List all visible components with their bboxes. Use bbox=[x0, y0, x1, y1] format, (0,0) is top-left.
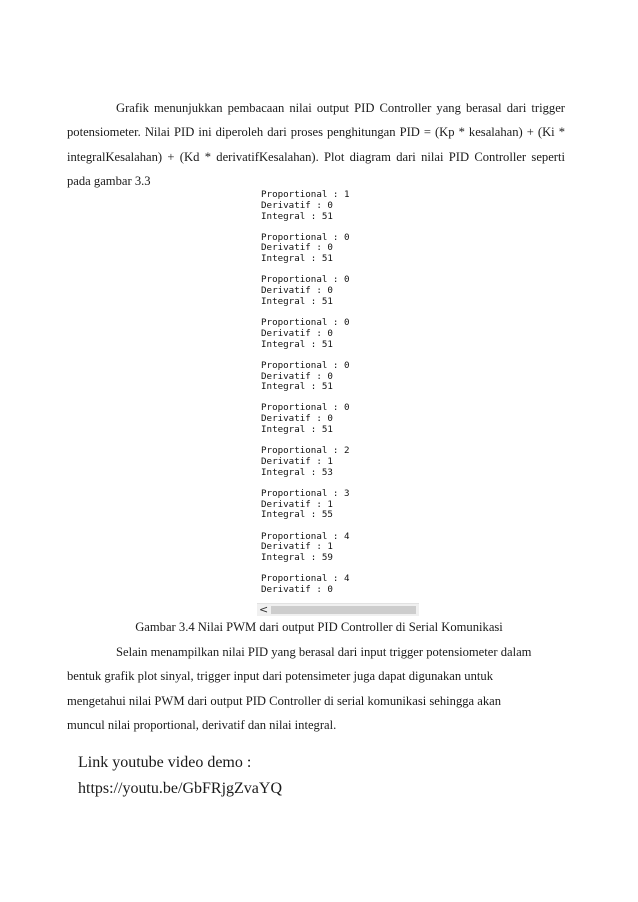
console-line-integral: Integral : 55 bbox=[261, 509, 333, 521]
console-block bbox=[261, 532, 350, 564]
console-block bbox=[261, 275, 350, 307]
youtube-link-label: Link youtube video demo : bbox=[78, 754, 252, 771]
scrollbar-thumb[interactable] bbox=[271, 606, 416, 614]
console-line-derivatif: Derivatif : 1 bbox=[261, 498, 333, 510]
figure-caption: Gambar 3.4 Nilai PWM dari output PID Controller di Serial Komunikasi bbox=[135, 620, 503, 634]
paragraph-pid-description bbox=[67, 96, 565, 194]
console-block bbox=[261, 403, 350, 435]
console-block bbox=[261, 318, 350, 350]
console-block bbox=[261, 489, 350, 521]
paragraph-line: mengetahui nilai PWM dari output PID Controller di serial komunikasi sehingga akan bbox=[67, 693, 502, 708]
console-line-derivatif: Derivatif : 0 bbox=[261, 413, 333, 425]
console-line-integral: Integral : 51 bbox=[261, 338, 333, 350]
console-line-derivatif: Derivatif : 0 bbox=[261, 327, 333, 339]
console-line-derivatif: Derivatif : 0 bbox=[261, 242, 333, 254]
console-block bbox=[261, 361, 350, 393]
paragraph-pid-description-text: Grafik menunjukkan pembacaan nilai output PID Controller yang berasal dari trigger potensiometer. Nilai PID ini diperoleh dari proses penghitungan PID = (Kp * kesalahan) + (Ki * integralKesalahan) + (Kd * derivatifKesalahan). Plot diagram dari nilai PID Controller seperti pada gambar 3.3 bbox=[67, 101, 565, 189]
console-line-integral: Integral : 51 bbox=[261, 295, 333, 307]
console-line-integral: Integral : 51 bbox=[261, 253, 333, 265]
paragraph-pwm-description bbox=[67, 640, 532, 738]
console-line-integral: Integral : 53 bbox=[261, 466, 333, 478]
console-line-derivatif: Derivatif : 0 bbox=[261, 370, 333, 382]
console-block bbox=[261, 574, 350, 596]
youtube-link-url[interactable]: https://youtu.be/GbFRjgZvaYQ bbox=[78, 780, 282, 797]
serial-monitor-output[interactable] bbox=[257, 188, 419, 616]
serial-monitor-text bbox=[261, 190, 350, 606]
console-line-derivatif: Derivatif : 1 bbox=[261, 541, 333, 553]
paragraph-line: Selain menampilkan nilai PID yang berasal dari input trigger potensiometer dalam bbox=[116, 645, 532, 659]
console-block bbox=[261, 446, 350, 478]
console-line-proportional: Proportional : 1 bbox=[261, 189, 350, 200]
console-line-derivatif: Derivatif : 0 bbox=[261, 583, 333, 595]
console-line-proportional: Proportional : 0 bbox=[261, 359, 350, 371]
paragraph-line: bentuk grafik plot sinyal, trigger input dari potensimeter juga dapat digunakan untuk bbox=[67, 669, 493, 684]
console-line-proportional: Proportional : 3 bbox=[261, 487, 350, 499]
console-block bbox=[261, 190, 350, 222]
console-block bbox=[261, 233, 350, 265]
console-line-proportional: Proportional : 4 bbox=[261, 530, 350, 542]
console-line-derivatif: Derivatif : 0 bbox=[261, 285, 333, 297]
console-line-proportional: Proportional : 0 bbox=[261, 317, 350, 329]
scroll-left-arrow-icon[interactable]: < bbox=[259, 603, 269, 616]
console-line-proportional: Proportional : 0 bbox=[261, 231, 350, 243]
console-line-proportional: Proportional : 2 bbox=[261, 445, 350, 457]
paragraph-line: muncul nilai proportional, derivatif dan nilai integral. bbox=[67, 718, 337, 733]
console-line-derivatif: Derivatif : 0 bbox=[261, 199, 333, 211]
console-line-integral: Integral : 51 bbox=[261, 210, 333, 222]
console-line-proportional: Proportional : 0 bbox=[261, 402, 350, 414]
console-line-proportional: Proportional : 0 bbox=[261, 274, 350, 286]
console-line-integral: Integral : 51 bbox=[261, 424, 333, 436]
console-line-integral: Integral : 59 bbox=[261, 552, 333, 564]
horizontal-scrollbar[interactable] bbox=[257, 603, 419, 616]
console-line-integral: Integral : 51 bbox=[261, 381, 333, 393]
console-line-derivatif: Derivatif : 1 bbox=[261, 455, 333, 467]
console-line-proportional: Proportional : 4 bbox=[261, 573, 350, 585]
